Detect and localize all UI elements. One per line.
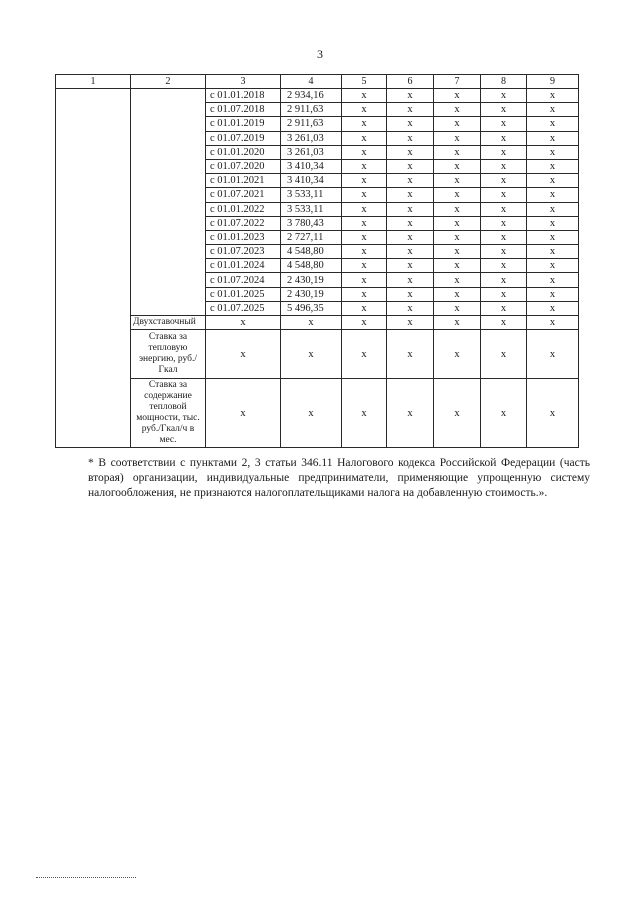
x-mark-cell: x [342, 259, 387, 273]
x-mark-cell: x [387, 273, 434, 287]
column-header: 3 [206, 75, 281, 89]
x-mark-cell: x [434, 287, 481, 301]
heat-rate-label: Ставка за тепловую энергию, руб./Гкал [131, 330, 206, 379]
x-mark-cell: x [387, 287, 434, 301]
period-cell: с 01.07.2019 [206, 131, 281, 145]
column-header: 9 [527, 75, 579, 89]
x-mark-cell: x [481, 301, 527, 315]
x-mark-cell: x [434, 174, 481, 188]
x-mark-cell: x [434, 202, 481, 216]
x-mark-cell: x [342, 301, 387, 315]
period-cell: с 01.01.2019 [206, 117, 281, 131]
tariff-value-cell: 2 430,19 [281, 287, 342, 301]
x-mark-cell: x [481, 159, 527, 173]
column-header: 5 [342, 75, 387, 89]
x-mark-cell: x [342, 273, 387, 287]
period-cell: с 01.07.2018 [206, 103, 281, 117]
x-mark-cell: x [527, 216, 579, 230]
column-header: 1 [56, 75, 131, 89]
x-mark-cell: x [387, 159, 434, 173]
x-mark-cell: x [387, 230, 434, 244]
x-mark-cell: x [527, 117, 579, 131]
x-mark-cell: x [342, 330, 387, 379]
period-cell: с 01.07.2025 [206, 301, 281, 315]
x-mark-cell: x [342, 379, 387, 448]
x-mark-cell: x [481, 131, 527, 145]
x-mark-cell: x [434, 117, 481, 131]
tariff-value-cell: 3 780,43 [281, 216, 342, 230]
period-cell: с 01.07.2022 [206, 216, 281, 230]
x-mark-cell: x [387, 259, 434, 273]
tariff-value-cell: 3 533,11 [281, 202, 342, 216]
x-mark-cell: x [481, 145, 527, 159]
x-mark-cell: x [434, 330, 481, 379]
period-cell: с 01.01.2021 [206, 174, 281, 188]
x-mark-cell: x [281, 316, 342, 330]
x-mark-cell: x [481, 103, 527, 117]
x-mark-cell: x [387, 202, 434, 216]
footnote-separator-line [36, 877, 136, 878]
x-mark-cell: x [481, 273, 527, 287]
two-part-label: Двухставочный [131, 316, 206, 330]
period-cell: с 01.01.2023 [206, 230, 281, 244]
x-mark-cell: x [342, 188, 387, 202]
x-mark-cell: x [342, 131, 387, 145]
period-cell: с 01.01.2025 [206, 287, 281, 301]
tariff-value-cell: 3 261,03 [281, 131, 342, 145]
x-mark-cell: x [527, 131, 579, 145]
x-mark-cell: x [387, 301, 434, 315]
tariff-value-cell: 3 410,34 [281, 174, 342, 188]
capacity-rate-row [56, 379, 579, 448]
period-cell: с 01.07.2023 [206, 245, 281, 259]
x-mark-cell: x [387, 316, 434, 330]
x-mark-cell: x [206, 316, 281, 330]
x-mark-cell: x [342, 202, 387, 216]
x-mark-cell: x [527, 145, 579, 159]
x-mark-cell: x [387, 174, 434, 188]
x-mark-cell: x [481, 174, 527, 188]
x-mark-cell: x [434, 145, 481, 159]
x-mark-cell: x [481, 259, 527, 273]
x-mark-cell: x [434, 301, 481, 315]
x-mark-cell: x [527, 188, 579, 202]
x-mark-cell: x [527, 202, 579, 216]
tariff-value-cell: 2 911,63 [281, 103, 342, 117]
period-cell: с 01.07.2020 [206, 159, 281, 173]
two-part-row [56, 316, 579, 330]
header-row [56, 75, 579, 89]
x-mark-cell: x [281, 379, 342, 448]
tariff-table [55, 74, 579, 448]
x-mark-cell: x [527, 245, 579, 259]
x-mark-cell: x [527, 259, 579, 273]
column-header: 8 [481, 75, 527, 89]
x-mark-cell: x [434, 273, 481, 287]
x-mark-cell: x [481, 117, 527, 131]
x-mark-cell: x [342, 230, 387, 244]
x-mark-cell: x [342, 145, 387, 159]
x-mark-cell: x [387, 103, 434, 117]
x-mark-cell: x [527, 103, 579, 117]
x-mark-cell: x [434, 379, 481, 448]
x-mark-cell: x [206, 379, 281, 448]
tariff-value-cell: 4 548,80 [281, 259, 342, 273]
x-mark-cell: x [481, 216, 527, 230]
tariff-value-cell: 3 410,34 [281, 159, 342, 173]
x-mark-cell: x [387, 245, 434, 259]
x-mark-cell: x [481, 230, 527, 244]
x-mark-cell: x [527, 273, 579, 287]
x-mark-cell: x [206, 330, 281, 379]
column-header: 2 [131, 75, 206, 89]
x-mark-cell: x [434, 316, 481, 330]
x-mark-cell: x [342, 287, 387, 301]
x-mark-cell: x [434, 103, 481, 117]
x-mark-cell: x [387, 379, 434, 448]
heat-rate-row [56, 330, 579, 379]
x-mark-cell: x [387, 89, 434, 103]
page-number: 3 [317, 47, 323, 61]
period-cell: с 01.07.2021 [206, 188, 281, 202]
x-mark-cell: x [342, 89, 387, 103]
x-mark-cell: x [387, 145, 434, 159]
x-mark-cell: x [527, 89, 579, 103]
capacity-rate-label: Ставка за содержание тепловой мощности, тыс. руб./Гкал/ч в мес. [131, 379, 206, 448]
table-row [56, 89, 579, 103]
x-mark-cell: x [481, 188, 527, 202]
tariff-value-cell: 2 934,16 [281, 89, 342, 103]
x-mark-cell: x [281, 330, 342, 379]
period-cell: с 01.01.2022 [206, 202, 281, 216]
x-mark-cell: x [481, 330, 527, 379]
x-mark-cell: x [434, 159, 481, 173]
empty-cell-col1 [56, 89, 131, 448]
x-mark-cell: x [434, 259, 481, 273]
x-mark-cell: x [434, 188, 481, 202]
period-cell: с 01.01.2020 [206, 145, 281, 159]
column-header: 6 [387, 75, 434, 89]
x-mark-cell: x [434, 131, 481, 145]
x-mark-cell: x [527, 159, 579, 173]
x-mark-cell: x [481, 89, 527, 103]
x-mark-cell: x [342, 174, 387, 188]
x-mark-cell: x [527, 287, 579, 301]
footnote-text: * В соответствии с пунктами 2, 3 статьи 346.11 Налогового кодекса Российской Федерации (часть вторая) организации, индивидуальные предприниматели, применяющие упрощенную систему налогообложения, не признаются налогоплательщиками налога на добавленную стоимость.». [88, 457, 590, 499]
x-mark-cell: x [342, 216, 387, 230]
period-cell: с 01.01.2018 [206, 89, 281, 103]
x-mark-cell: x [342, 103, 387, 117]
x-mark-cell: x [387, 188, 434, 202]
x-mark-cell: x [387, 216, 434, 230]
x-mark-cell: x [342, 245, 387, 259]
tariff-value-cell: 5 496,35 [281, 301, 342, 315]
x-mark-cell: x [387, 131, 434, 145]
column-header: 4 [281, 75, 342, 89]
x-mark-cell: x [527, 330, 579, 379]
x-mark-cell: x [527, 174, 579, 188]
period-cell: с 01.01.2024 [206, 259, 281, 273]
period-cell: с 01.07.2024 [206, 273, 281, 287]
x-mark-cell: x [342, 117, 387, 131]
x-mark-cell: x [342, 159, 387, 173]
column-header: 7 [434, 75, 481, 89]
x-mark-cell: x [527, 230, 579, 244]
x-mark-cell: x [481, 202, 527, 216]
x-mark-cell: x [387, 117, 434, 131]
x-mark-cell: x [387, 330, 434, 379]
x-mark-cell: x [434, 230, 481, 244]
tariff-value-cell: 3 533,11 [281, 188, 342, 202]
x-mark-cell: x [527, 316, 579, 330]
x-mark-cell: x [434, 245, 481, 259]
x-mark-cell: x [434, 89, 481, 103]
x-mark-cell: x [342, 316, 387, 330]
empty-cell-col2 [131, 89, 206, 316]
footnote [88, 456, 590, 501]
x-mark-cell: x [481, 287, 527, 301]
x-mark-cell: x [527, 301, 579, 315]
x-mark-cell: x [481, 316, 527, 330]
tariff-value-cell: 3 261,03 [281, 145, 342, 159]
x-mark-cell: x [527, 379, 579, 448]
tariff-value-cell: 2 430,19 [281, 273, 342, 287]
tariff-value-cell: 2 727,11 [281, 230, 342, 244]
tariff-value-cell: 2 911,63 [281, 117, 342, 131]
x-mark-cell: x [434, 216, 481, 230]
x-mark-cell: x [481, 245, 527, 259]
tariff-value-cell: 4 548,80 [281, 245, 342, 259]
x-mark-cell: x [481, 379, 527, 448]
